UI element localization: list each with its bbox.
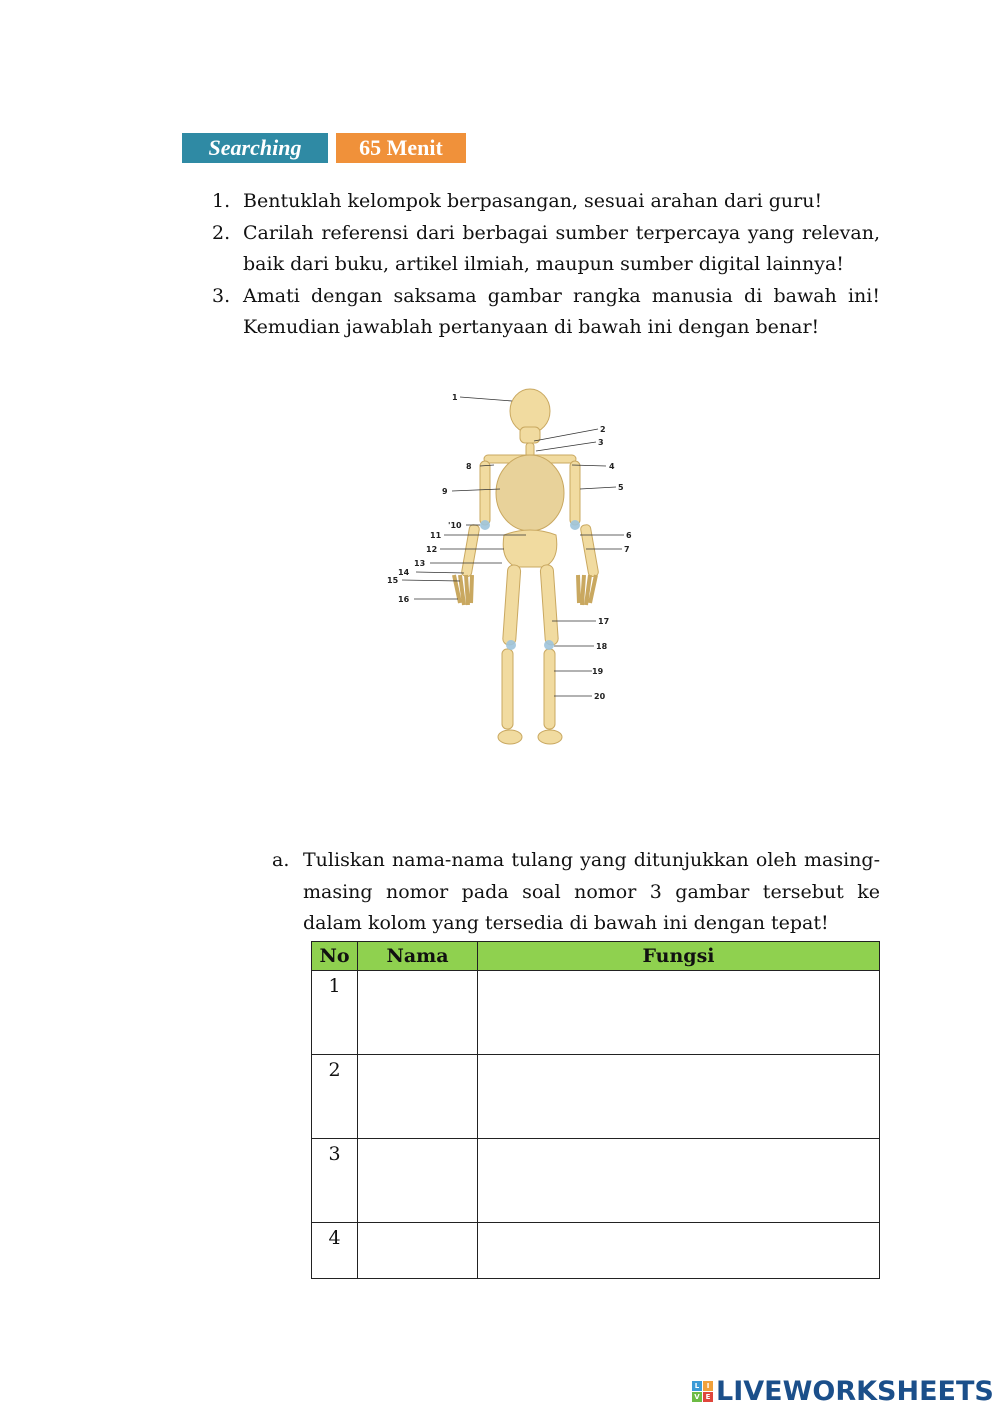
row-number: 3 [312, 1139, 358, 1223]
right-forearm-shape [580, 524, 599, 577]
instruction-number: 3. [212, 284, 231, 307]
row-number: 4 [312, 1223, 358, 1279]
left-humerus-shape [480, 461, 490, 525]
leader-line [460, 397, 512, 401]
bone-label: '10 [448, 521, 462, 530]
fungsi-cell[interactable] [478, 971, 880, 1055]
leader-line [452, 489, 500, 491]
bone-label: 9 [442, 487, 448, 496]
skeleton-figure [384, 385, 634, 755]
bone-label: 2 [600, 425, 606, 434]
leader-line [536, 442, 596, 451]
table-row [312, 971, 880, 1055]
fungsi-cell[interactable] [478, 1055, 880, 1139]
left-elbow-joint [480, 520, 490, 530]
right-tibia-shape [544, 649, 555, 729]
right-knee-joint [544, 640, 554, 650]
instruction-number: 2. [212, 221, 231, 244]
time-badge: 65 Menit [336, 133, 466, 163]
leader-line [416, 572, 464, 573]
table-row [312, 1223, 880, 1279]
table-header-row [312, 942, 880, 971]
bone-label: 1 [452, 393, 458, 402]
bone-label: 17 [598, 617, 610, 626]
fungsi-cell[interactable] [478, 1139, 880, 1223]
leader-line [580, 487, 616, 489]
left-forearm-shape [461, 524, 480, 577]
nama-cell[interactable] [358, 1223, 478, 1279]
leader-line [402, 580, 460, 581]
row-number: 2 [312, 1055, 358, 1139]
left-femur-shape [502, 565, 521, 646]
column-header-nama: Nama [358, 942, 478, 971]
instruction-item [212, 218, 880, 281]
column-header-fungsi: Fungsi [478, 942, 880, 971]
instruction-list [212, 186, 880, 344]
row-number: 1 [312, 971, 358, 1055]
nama-cell[interactable] [358, 971, 478, 1055]
ribcage-shape [496, 455, 564, 531]
column-header-no: No [312, 942, 358, 971]
nama-cell[interactable] [358, 1139, 478, 1223]
right-foot-shape [538, 730, 562, 744]
bone-label: 5 [618, 483, 624, 492]
nama-cell[interactable] [358, 1055, 478, 1139]
instruction-item [212, 281, 880, 344]
right-hand-shape [578, 575, 596, 605]
bone-label: 20 [594, 692, 606, 701]
instruction-item [212, 186, 880, 218]
left-hand-shape [454, 575, 472, 605]
bone-label: 8 [466, 462, 472, 471]
liveworksheets-logo[interactable] [692, 1376, 994, 1407]
left-knee-joint [506, 640, 516, 650]
question-text: Tuliskan nama-nama tulang yang ditunjukkan oleh masing-masing nomor pada soal nomor 3 gambar tersebut ke dalam kolom yang tersedia di bawah ini dengan tepat! [303, 849, 880, 934]
activity-badge: Searching [182, 133, 331, 163]
table-row [312, 1139, 880, 1223]
bone-label: 7 [624, 545, 630, 554]
right-elbow-joint [570, 520, 580, 530]
bone-label: 4 [609, 462, 615, 471]
table-row [312, 1055, 880, 1139]
left-tibia-shape [502, 649, 513, 729]
instruction-number: 1. [212, 190, 231, 212]
bone-label: 3 [598, 438, 604, 447]
logo-text: LIVEWORKSHEETS [716, 1376, 994, 1407]
bone-label: 11 [430, 531, 442, 540]
bone-label: 12 [426, 545, 438, 554]
right-femur-shape [540, 565, 559, 646]
instruction-text: Bentuklah kelompok berpasangan, sesuai arahan dari guru! [243, 190, 823, 212]
bone-label: 16 [398, 595, 410, 604]
skull-shape [510, 389, 550, 433]
leader-line [534, 429, 598, 441]
bone-label: 19 [592, 667, 604, 676]
answer-table [311, 941, 880, 1279]
question-a [272, 845, 880, 940]
bone-label: 14 [398, 568, 410, 577]
bone-label: 6 [626, 531, 632, 540]
instruction-text: Amati dengan saksama gambar rangka manusia di bawah ini! Kemudian jawablah pertanyaan di bawah ini dengan benar! [243, 284, 880, 338]
instruction-text: Carilah referensi dari berbagai sumber terpercaya yang relevan, baik dari buku, artikel ilmiah, maupun sumber digital lainnya! [243, 221, 880, 275]
question-letter: a. [272, 849, 290, 871]
pelvis-shape [503, 530, 557, 567]
fungsi-cell[interactable] [478, 1223, 880, 1279]
bone-label: 18 [596, 642, 608, 651]
logo-mark-icon: L I V E [692, 1381, 713, 1402]
left-foot-shape [498, 730, 522, 744]
bone-label: 13 [414, 559, 426, 568]
bone-label: 15 [387, 576, 399, 585]
right-humerus-shape [570, 461, 580, 525]
